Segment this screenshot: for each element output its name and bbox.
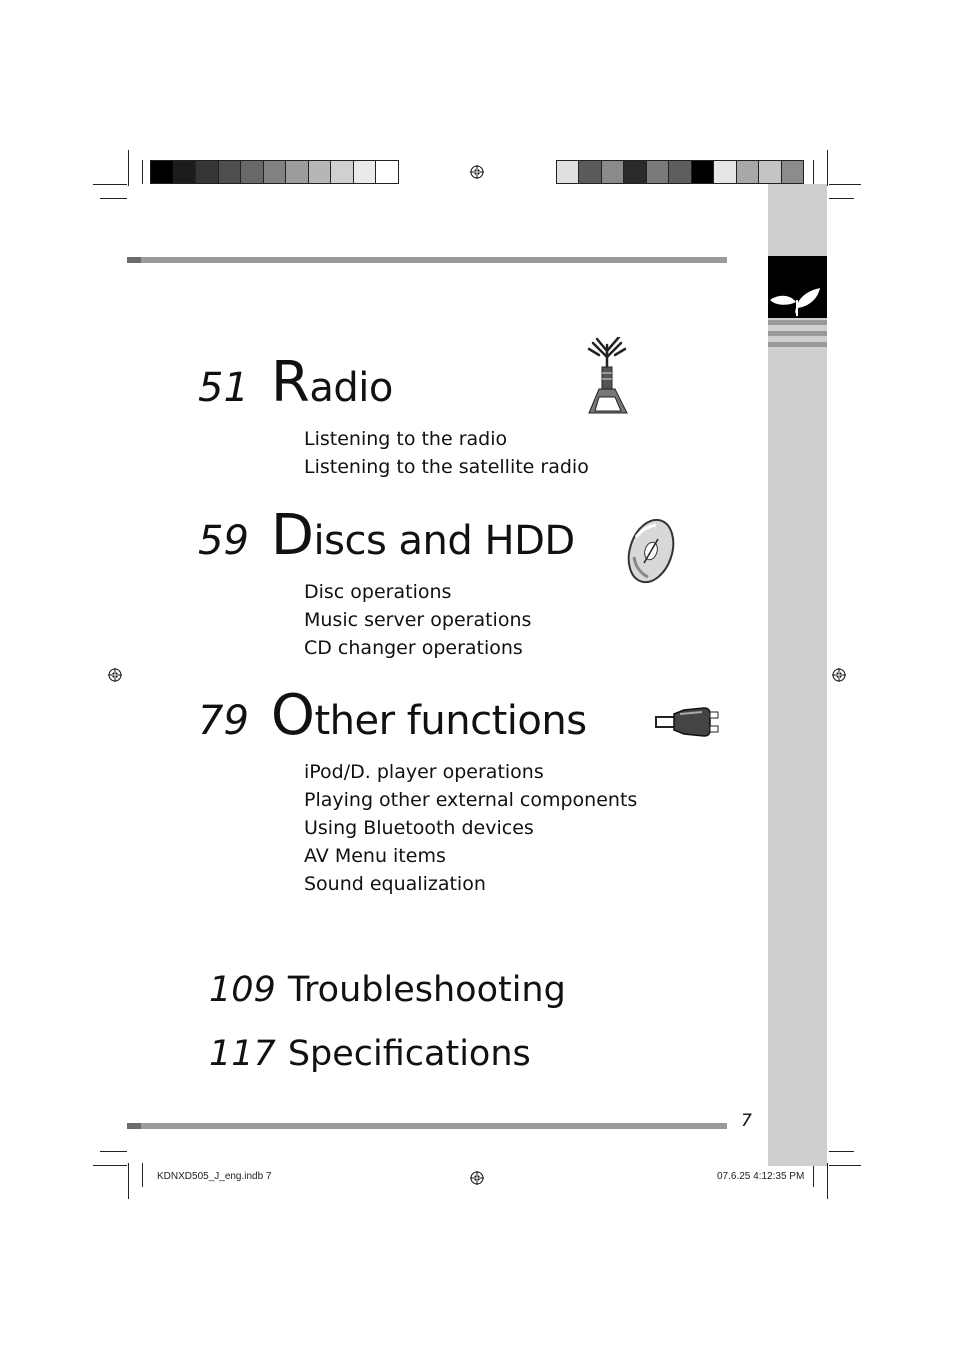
list-item: Sound equalization xyxy=(304,873,486,895)
list-item: CD changer operations xyxy=(304,637,523,659)
section-title: Radio xyxy=(270,350,393,415)
section-items-radio xyxy=(304,425,589,481)
color-swatch xyxy=(647,161,669,183)
section-page-number: 79 xyxy=(198,698,249,744)
registration-mark-icon xyxy=(108,668,122,682)
list-item: Listening to the radio xyxy=(304,428,508,450)
page-number: 7 xyxy=(741,1111,752,1131)
section-items-discs xyxy=(304,578,531,662)
color-swatch xyxy=(196,161,219,183)
list-item: Using Bluetooth devices xyxy=(304,817,534,839)
gray-scale-bar xyxy=(150,160,399,184)
section-heading-discs xyxy=(198,503,575,568)
section-title: Discs and HDD xyxy=(270,503,575,568)
color-swatch xyxy=(286,161,309,183)
section-page-number: 51 xyxy=(198,365,249,411)
color-swatch xyxy=(309,161,332,183)
crop-mark xyxy=(142,1163,143,1187)
crop-mark xyxy=(829,198,854,199)
color-swatch xyxy=(692,161,714,183)
color-swatch xyxy=(354,161,377,183)
disc-icon xyxy=(626,517,676,585)
color-swatch xyxy=(151,161,174,183)
top-rule xyxy=(127,257,727,263)
color-swatch xyxy=(376,161,398,183)
section-title: Other functions xyxy=(270,683,587,748)
crop-mark xyxy=(93,1165,127,1166)
section-title: Specifications xyxy=(287,1034,531,1074)
list-item: AV Menu items xyxy=(304,845,446,867)
registration-mark-icon xyxy=(470,1171,484,1185)
color-swatch xyxy=(174,161,197,183)
section-heading-troubleshooting xyxy=(209,970,566,1010)
list-item: Disc operations xyxy=(304,581,452,603)
registration-mark-icon xyxy=(832,668,846,682)
registration-mark-icon xyxy=(470,165,484,179)
section-page-number: 117 xyxy=(209,1034,276,1074)
section-heading-radio xyxy=(198,350,393,415)
color-swatch xyxy=(782,161,803,183)
color-swatch xyxy=(737,161,759,183)
antenna-icon xyxy=(585,337,631,415)
plug-icon xyxy=(654,704,720,740)
color-swatch xyxy=(624,161,646,183)
footer-timestamp: 07.6.25 4:12:35 PM xyxy=(717,1171,805,1182)
color-swatch xyxy=(759,161,781,183)
color-swatch xyxy=(557,161,579,183)
crop-mark xyxy=(100,1151,127,1152)
bottom-rule xyxy=(127,1123,727,1129)
crop-mark xyxy=(829,1151,854,1152)
color-swatch xyxy=(331,161,354,183)
crop-mark xyxy=(93,184,127,185)
footer-filename: KDNXD505_J_eng.indb 7 xyxy=(157,1171,272,1182)
side-tab-emblem xyxy=(768,256,827,318)
color-swatch xyxy=(602,161,624,183)
section-page-number: 59 xyxy=(198,518,249,564)
section-heading-specifications xyxy=(209,1034,531,1074)
crop-mark xyxy=(100,198,127,199)
color-swatch xyxy=(264,161,287,183)
section-heading-other xyxy=(198,683,587,748)
crop-mark xyxy=(813,1163,814,1187)
sprout-icon xyxy=(768,256,827,318)
crop-mark xyxy=(829,184,861,185)
side-tab-stripe xyxy=(768,331,827,336)
list-item: iPod/D. player operations xyxy=(304,761,544,783)
crop-mark xyxy=(142,160,143,184)
color-control-bar xyxy=(556,160,804,184)
color-swatch xyxy=(219,161,242,183)
side-tab-stripe xyxy=(768,342,827,347)
list-item: Listening to the satellite radio xyxy=(304,456,589,478)
crop-mark xyxy=(128,150,129,186)
section-title: Troubleshooting xyxy=(287,970,566,1010)
crop-mark xyxy=(827,1163,828,1199)
section-items-other xyxy=(304,758,637,898)
crop-mark xyxy=(813,160,814,184)
side-tab-stripe xyxy=(768,320,827,325)
crop-mark xyxy=(128,1163,129,1199)
section-page-number: 109 xyxy=(209,970,276,1010)
color-swatch xyxy=(669,161,691,183)
list-item: Music server operations xyxy=(304,609,532,631)
crop-mark xyxy=(827,150,828,186)
color-swatch xyxy=(241,161,264,183)
crop-mark xyxy=(829,1165,861,1166)
color-swatch xyxy=(579,161,601,183)
color-swatch xyxy=(714,161,736,183)
list-item: Playing other external components xyxy=(304,789,638,811)
